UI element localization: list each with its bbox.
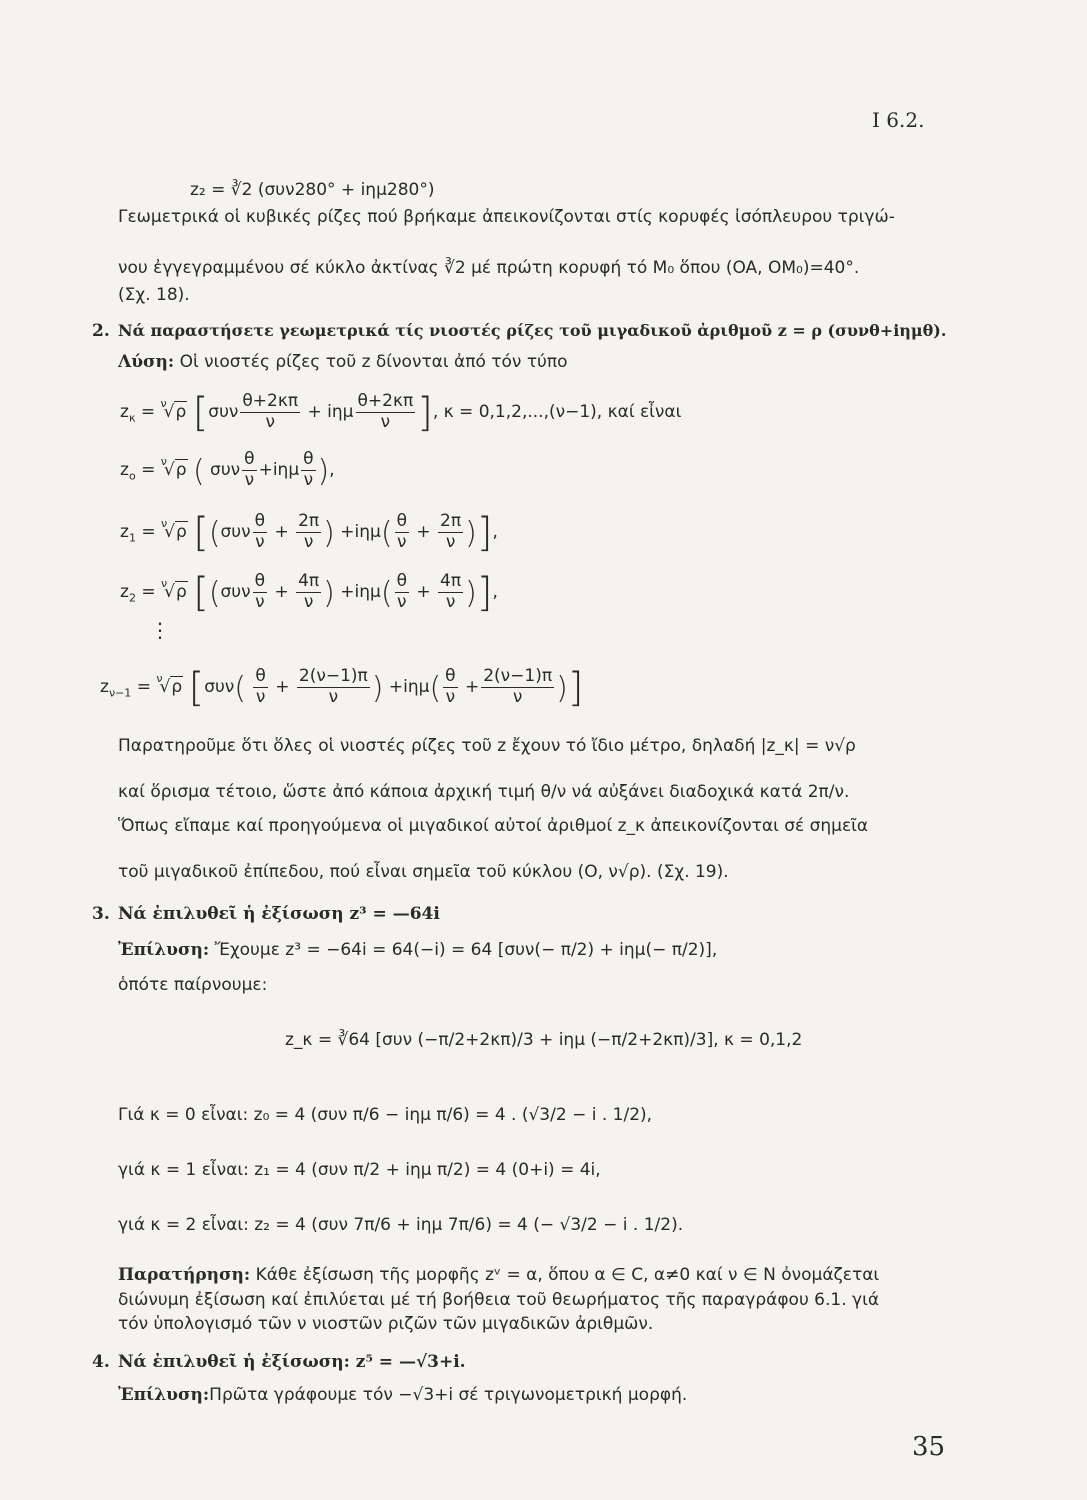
problem-3-number: 3.	[92, 904, 110, 924]
geom-line-2: νου ἐγγεγραμμένου σέ κύκλο ἀκτίνας ∛2 μέ πρώτη κορυφή τό M₀ ὅπου (OA, OM₀)=40°.	[118, 258, 860, 278]
problem-4-number: 4.	[92, 1352, 110, 1372]
problem-3-line-2: ὁπότε παίρνουμε:	[118, 975, 268, 995]
section-number: Ι 6.2.	[872, 108, 925, 132]
observation-line-1: Παρατηροῦμε ὅτι ὅλες οἱ νιοστές ρίζες τοῦ z ἔχουν τό ἴδιο μέτρο, δηλαδή |z_κ| = ν√ρ	[118, 736, 856, 756]
problem-4-solution-label: Ἐπίλυση:	[118, 1385, 210, 1405]
page-number: 35	[912, 1432, 946, 1462]
k1-line: γιά κ = 1 εἶναι: z₁ = 4 (συν π/2 + iημ π/2) = 4 (0+i) = 4i,	[118, 1160, 601, 1180]
remark-line-2: διώνυμη ἐξίσωση καί ἐπιλύεται μέ τή βοήθεια τοῦ θεωρήματος τῆς παραγράφου 6.1. γιά	[118, 1290, 880, 1310]
problem-3-zk-formula: z_κ = ∛64 [συν (−π/2+2κπ)/3 + iημ (−π/2+2κπ)/3], κ = 0,1,2	[285, 1030, 803, 1050]
remark-line-1	[118, 1265, 879, 1285]
zk-general-formula: $z_\kappa = ^\nu√\rho$ [συν $\frac{\theta+2\kappa\pi}{\nu}$ + iημ $\frac{\theta+2\kappa\pi}{\nu}$ ], κ = 0,1,2,...,(ν−1), καί εἶναι	[120, 390, 682, 436]
z2-formula: z₂ = ∛2 (συν280° + iημ280°)	[190, 180, 435, 200]
k2-line: γιά κ = 2 εἶναι: z₂ = 4 (συν 7π/6 + iημ 7π/6) = 4 (− √3/2 − i . 1/2).	[118, 1215, 684, 1235]
zv1-formula: $z_{\nu-1} = ^\nu√\rho$ [συν( $\frac{\theta}{\nu}$ + $\frac{2(\nu-1)\pi}{\nu}$ ) +iημ( $\frac{\theta}{\nu}$ + $\frac{2(\nu-1)\pi}{\nu}$ )]	[100, 665, 584, 711]
observation-line-3: Ὅπως εἴπαμε καί προηγούμενα οἱ μιγαδικοί αὐτοί ἀριθμοί z_κ ἀπεικονίζονται σέ σημεῖα	[118, 816, 869, 836]
fig-ref-18: (Σχ. 18).	[118, 285, 190, 305]
z2-general-formula: $z_2 = ^\nu√\rho$ [(συν $\frac{\theta}{\nu}$ + $\frac{4\pi}{\nu}$ ) +iημ( $\frac{\theta}{\nu}$ + $\frac{4\pi}{\nu}$ )],	[120, 570, 498, 616]
problem-4-solution-line	[118, 1385, 687, 1405]
zk-tail: , κ = 0,1,2,...,(ν−1), καί εἶναι	[432, 402, 682, 422]
observation-line-4: τοῦ μιγαδικοῦ ἐπίπεδου, πού εἶναι σημεῖα τοῦ κύκλου (O, ν√ρ). (Σχ. 19).	[118, 862, 729, 882]
remark-text-1: Κάθε ἐξίσωση τῆς μορφῆς zᵛ = α, ὅπου α ∈ C, α≠0 καί ν ∈ N ὀνομάζεται	[255, 1265, 880, 1285]
observation-line-2: καί ὅρισμα τέτοιο, ὥστε ἀπό κάποια ἀρχική τιμή θ/ν νά αὐξάνει διαδοχικά κατά 2π/ν.	[118, 782, 850, 802]
problem-3-solution-label: Ἐπίλυση:	[118, 940, 210, 960]
remark-line-3: τόν ὑπολογισμό τῶν ν νιοστῶν ριζῶν τῶν μιγαδικῶν ἀριθμῶν.	[118, 1314, 654, 1334]
z0-formula: $z_o = ^\nu√\rho$ ( συν $\frac{\theta}{\nu}$ +iημ $\frac{\theta}{\nu}$ ),	[120, 449, 335, 490]
problem-4-line-1: Πρῶτα γράφουμε τόν −√3+i σέ τριγωνομετρική μορφή.	[209, 1385, 688, 1405]
problem-3-title: Νά ἐπιλυθεῖ ἡ ἐξίσωση z³ = —64i	[118, 904, 440, 924]
problem-2-number: 2.	[92, 321, 110, 341]
k0-line: Γιά κ = 0 εἶναι: z₀ = 4 (συν π/6 − iημ π/6) = 4 . (√3/2 − i . 1/2),	[118, 1105, 653, 1125]
problem-2-title: Νά παραστήσετε γεωμετρικά τίς νιοστές ρίζες τοῦ μιγαδικοῦ ἀριθμοῦ z = ρ (συνθ+iημθ).	[118, 321, 947, 340]
problem-3-solution-line	[118, 940, 717, 960]
solution-text: Οἱ νιοστές ρίζες τοῦ z δίνονται ἀπό τόν τύπο	[179, 352, 568, 372]
vertical-dots: ⋮	[150, 618, 170, 642]
problem-2-solution-line	[118, 352, 568, 372]
problem-3-line-1: Ἔχουμε z³ = −64i = 64(−i) = 64 [συν(− π/2) + iημ(− π/2)],	[214, 940, 718, 960]
z1-formula: $z_1 = ^\nu√\rho$ [(συν $\frac{\theta}{\nu}$ + $\frac{2\pi}{\nu}$ ) +iημ( $\frac{\theta}{\nu}$ + $\frac{2\pi}{\nu}$ )],	[120, 510, 498, 556]
geom-line-1: Γεωμετρικά οἱ κυβικές ρίζες πού βρήκαμε ἀπεικονίζονται στίς κορυφές ἰσόπλευρου τριγώ-	[118, 207, 895, 227]
remark-label: Παρατήρηση:	[118, 1265, 251, 1285]
problem-4-title: Νά ἐπιλυθεῖ ἡ ἐξίσωση: z⁵ = —√3+i.	[118, 1352, 466, 1372]
solution-label: Λύση:	[118, 352, 175, 372]
